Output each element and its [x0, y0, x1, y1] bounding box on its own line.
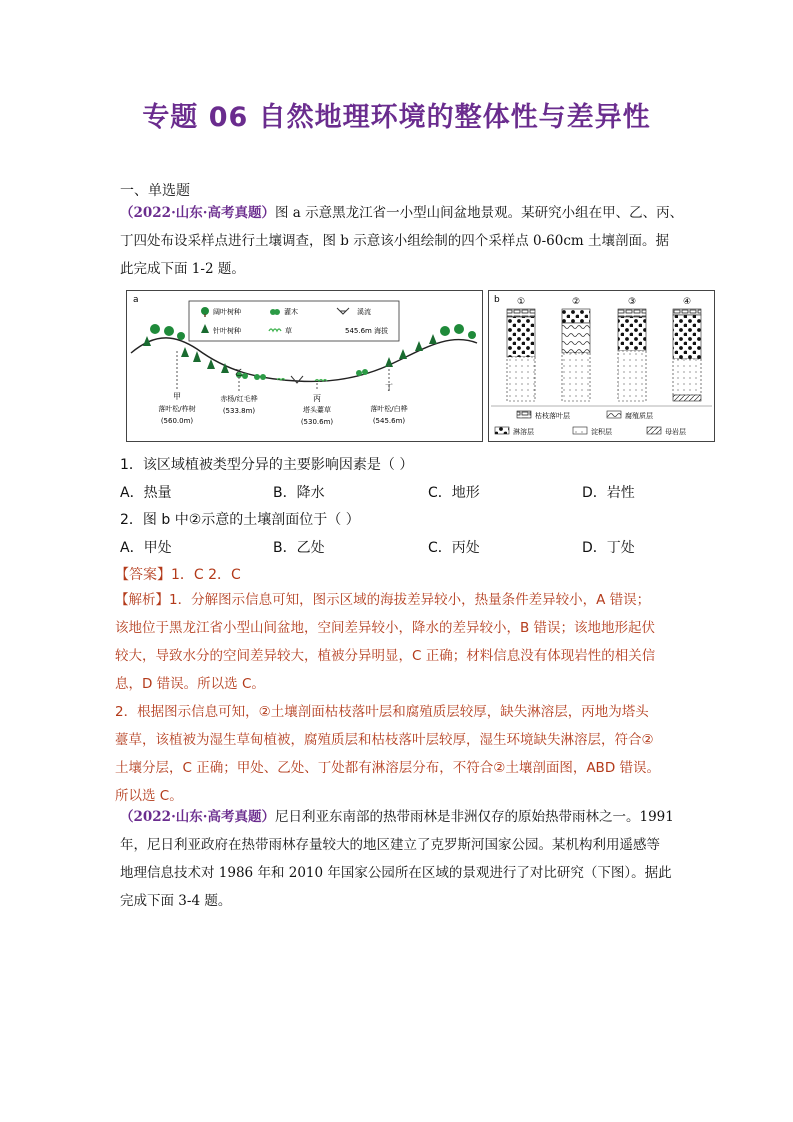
para-line: 完成下面 3-4 题。	[120, 893, 232, 909]
soil-profile-4	[673, 309, 701, 401]
q2-option-d: D．丁处	[582, 540, 635, 556]
legend-litter: 枯枝落叶层	[535, 412, 570, 420]
section-heading: 一、单选题	[120, 183, 190, 199]
legend-broadleaf: 阔叶树种	[213, 308, 241, 316]
analysis-line: 该地位于黑龙江省小型山间盆地，空间差异较小，降水的差异较小，B 错误；该地地形起伏	[115, 620, 656, 636]
site-elev: (545.6m)	[372, 417, 406, 425]
col-label: ①	[516, 297, 526, 307]
soil-profile-3	[618, 309, 646, 401]
figure-b-label: b	[494, 295, 500, 305]
legend-grass: 草	[285, 327, 292, 335]
q1-option-c: C．地形	[428, 485, 480, 501]
analysis-line: 土壤分层，C 正确；甲处、乙处、丁处都有淋溶层分布，不符合②土壤剖面图，ABD 错误。	[115, 760, 661, 776]
q2-option-a: A．甲处	[120, 540, 172, 556]
analysis-block	[115, 586, 695, 810]
legend-shrub: 灌木	[284, 308, 298, 316]
site-elev: (560.0m)	[160, 417, 194, 425]
litter-swatch	[517, 411, 531, 418]
source-tag: （2022·山东·高考真题）	[120, 205, 275, 221]
para-line: 此完成下面 1-2 题。	[120, 261, 245, 277]
legend-conifer: 针叶树种	[213, 327, 241, 335]
q1-option-d: D．岩性	[582, 485, 635, 501]
site-name: 丙	[313, 394, 321, 403]
para-line: 地理信息技术对 1986 年和 2010 年国家公园所在区域的景观进行了对比研究（下图）。据此	[120, 865, 672, 881]
q1-option-a: A．热量	[120, 485, 172, 501]
soil-profile-2	[562, 309, 590, 401]
figure-b-svg	[489, 291, 714, 441]
legend-illuvial: 淀积层	[591, 428, 612, 436]
q2-option-b: B．乙处	[273, 540, 325, 556]
analysis-line: 较大，导致水分的空间差异较大，植被分异明显，C 正确；材料信息没有体现岩性的相关信	[115, 648, 656, 664]
intro-paragraph-2	[120, 803, 690, 915]
site-name: 甲	[173, 392, 181, 401]
site-name: 丁	[385, 383, 393, 392]
figure-a	[126, 290, 483, 442]
analysis-line: 2．根据图示信息可知，②土壤剖面枯枝落叶层和腐殖质层较厚，缺失淋溶层，丙地为塔头	[115, 704, 649, 720]
analysis-line: 【解析】1．分解图示信息可知，图示区域的海拔差异较小，热量条件差异较小，A 错误；	[115, 592, 651, 608]
intro-paragraph-1	[120, 199, 690, 283]
parent-swatch	[647, 427, 661, 434]
page-title: 专题 06 自然地理环境的整体性与差异性	[142, 102, 651, 133]
q2-option-c: C．丙处	[428, 540, 480, 556]
col-label: ②	[571, 297, 581, 307]
col-label: ④	[682, 297, 692, 307]
site-veg: 赤杨/红毛桦	[220, 395, 258, 403]
legend-humus: 腐殖质层	[625, 412, 653, 420]
eluvial-swatch	[495, 427, 509, 434]
legend-eluvial: 淋溶层	[513, 428, 534, 436]
soil-profile-1	[507, 309, 535, 401]
site-veg: 落叶松/白桦	[370, 405, 408, 413]
shrub-icon	[270, 309, 280, 315]
para-line: 尼日利亚东南部的热带雨林是非洲仅存的原始热带雨林之一。1991	[274, 809, 674, 825]
legend-box	[189, 301, 399, 341]
site-veg: 落叶松/柞树	[158, 405, 196, 413]
analysis-line: 息，D 错误。所以选 C。	[115, 676, 265, 692]
site-elev: (533.8m)	[222, 407, 256, 415]
source-tag: （2022·山东·高考真题）	[120, 809, 275, 825]
figure-a-svg	[127, 291, 482, 441]
question-1: 1．该区域植被类型分异的主要影响因素是（ ）	[120, 457, 414, 473]
figure-a-label: a	[133, 295, 139, 305]
site-veg: 塔头薹草	[303, 406, 331, 414]
para-line: 丁四处布设采样点进行土壤调查，图 b 示意该小组绘制的四个采样点 0-60cm 土壤剖面。据	[120, 233, 669, 249]
para-line: 年，尼日利亚政府在热带雨林存量较大的地区建立了克罗斯河国家公园。某机构利用遥感等	[120, 837, 660, 853]
question-2: 2．图 b 中②示意的土壤剖面位于（ ）	[120, 512, 360, 528]
legend-elevation: 545.6m 海拔	[345, 327, 389, 335]
stream-mark	[291, 376, 303, 383]
humus-swatch	[607, 411, 621, 418]
analysis-line: 薹草，该植被为湿生草甸植被，腐殖质层和枯枝落叶层较厚，湿生环境缺失淋溶层，符合②	[115, 732, 654, 748]
q1-option-b: B．降水	[273, 485, 325, 501]
site-name: 乙	[235, 368, 243, 377]
terrain-profile	[131, 338, 477, 382]
answer-line: 【答案】1．C 2．C	[115, 567, 241, 583]
col-label: ③	[627, 297, 637, 307]
figure-b	[488, 290, 715, 442]
site-elev: (530.6m)	[300, 418, 334, 426]
legend-stream: 溪流	[357, 308, 371, 316]
illuvial-swatch	[573, 427, 587, 434]
para-line: 图 a 示意黑龙江省一小型山间盆地景观。某研究小组在甲、乙、丙、	[274, 205, 684, 221]
analysis-line: 所以选 C。	[115, 788, 183, 804]
legend-parent: 母岩层	[665, 428, 686, 436]
